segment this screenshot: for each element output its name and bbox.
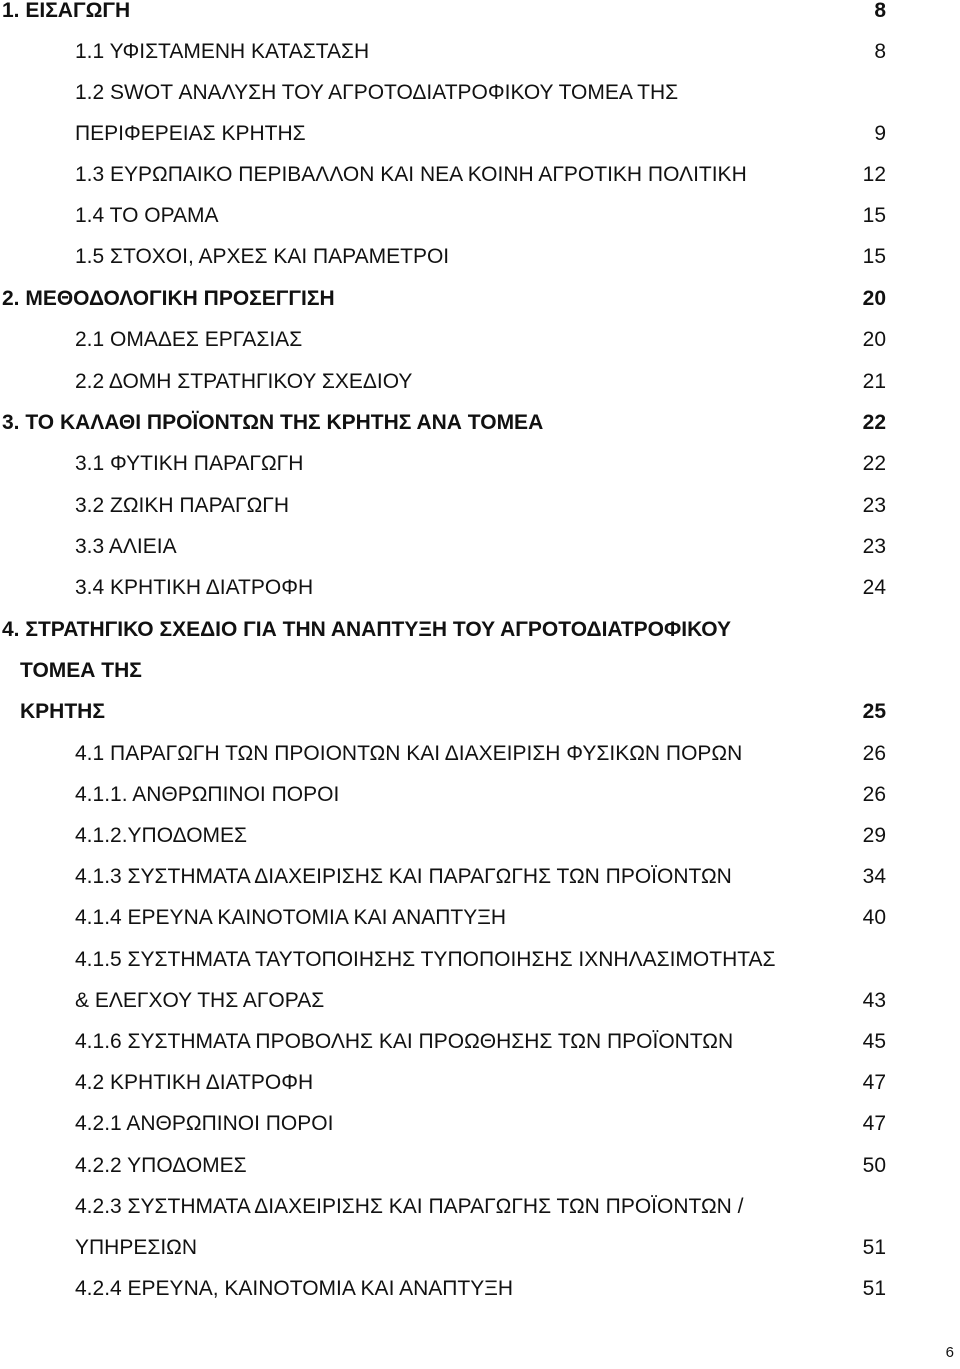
toc-entry-text: 3. ΤΟ ΚΑΛΑΘΙ ΠΡΟΪΟΝΤΩΝ ΤΗΣ ΚΡΗΤΗΣ ΑΝΑ ΤΟΜΕΑ: [2, 411, 544, 434]
toc-page-number: 51: [862, 1236, 886, 1259]
toc-entry-text: 4.1.6 ΣΥΣΤΗΜΑΤΑ ΠΡΟΒΟΛΗΣ ΚΑΙ ΠΡΟΩΘΗΣΗΣ ΤΩΝ ΠΡΟΪΟΝΤΩΝ: [75, 1030, 734, 1053]
toc-entry-1-2-continued[interactable]: [0, 119, 960, 149]
toc-entry-4-1-5[interactable]: [0, 945, 960, 975]
toc-page-number: 20: [862, 287, 886, 310]
toc-entry-1-2[interactable]: [0, 78, 960, 108]
toc-entry-4-1-4[interactable]: [0, 903, 960, 933]
toc-page-number: 43: [862, 989, 886, 1012]
toc-entry-text: ΠΕΡΙΦΕΡΕΙΑΣ ΚΡΗΤΗΣ: [75, 122, 306, 145]
toc-entry-chapter-4-continued-2[interactable]: [0, 697, 960, 727]
toc-entry-4-2-1[interactable]: [0, 1109, 960, 1139]
toc-entry-4-2[interactable]: [0, 1068, 960, 1098]
toc-page-number: 29: [862, 824, 886, 847]
toc-entry-text: 1.3 ΕΥΡΩΠΑΙΚΟ ΠΕΡΙΒΑΛΛΟΝ ΚΑΙ ΝΕΑ ΚΟΙΝΗ ΑΓΡΟΤΙΚΗ ΠΟΛΙΤΙΚΗ: [75, 163, 747, 186]
toc-entry-text: ΤΟΜΕΑ ΤΗΣ: [20, 659, 142, 682]
toc-page-number: 47: [862, 1112, 886, 1135]
toc-entry-text: 1.5 ΣΤΟΧΟΙ, ΑΡΧΕΣ ΚΑΙ ΠΑΡΑΜΕΤΡΟΙ: [75, 245, 450, 268]
toc-page-number: 12: [862, 163, 886, 186]
toc-entry-chapter-3[interactable]: [0, 408, 960, 438]
toc-entry-3-1[interactable]: [0, 449, 960, 479]
toc-entry-2-1[interactable]: [0, 325, 960, 355]
toc-entry-4-1-1[interactable]: [0, 780, 960, 810]
toc-entry-text: 4.1.2.ΥΠΟΔΟΜΕΣ: [75, 824, 248, 847]
toc-entry-text: 4.1.4 ΕΡΕΥΝΑ ΚΑΙΝΟΤΟΜΙΑ ΚΑΙ ΑΝΑΠΤΥΞΗ: [75, 906, 507, 929]
toc-entry-text: 4.2.2 ΥΠΟΔΟΜΕΣ: [75, 1154, 247, 1177]
toc-entry-text: 4.2 ΚΡΗΤΙΚΗ ΔΙΑΤΡΟΦΗ: [75, 1071, 314, 1094]
toc-page-number: 50: [862, 1154, 886, 1177]
toc-entry-4-1-5-continued[interactable]: [0, 986, 960, 1016]
toc-entry-text: 4. ΣΤΡΑΤΗΓΙΚΟ ΣΧΕΔΙΟ ΓΙΑ ΤΗΝ ΑΝΑΠΤΥΞΗ ΤΟΥ ΑΓΡΟΤΟΔΙΑΤΡΟΦΙΚΟΥ: [2, 618, 732, 641]
toc-page-number: 23: [862, 535, 886, 558]
toc-entry-text: 3.2 ΖΩΙΚΗ ΠΑΡΑΓΩΓΗ: [75, 494, 290, 517]
toc-entry-1-1[interactable]: [0, 37, 960, 67]
toc-entry-text: 2. ΜΕΘΟΔΟΛΟΓΙΚΗ ΠΡΟΣΕΓΓΙΣΗ: [2, 287, 335, 310]
toc-entry-chapter-2[interactable]: [0, 284, 960, 314]
toc-entry-4-2-2[interactable]: [0, 1151, 960, 1181]
toc-entry-chapter-1[interactable]: [0, 0, 960, 26]
toc-entry-3-4[interactable]: [0, 573, 960, 603]
toc-page-number: 25: [862, 700, 886, 723]
toc-entry-text: 3.1 ΦΥΤΙΚΗ ΠΑΡΑΓΩΓΗ: [75, 452, 304, 475]
toc-entry-4-2-3-continued[interactable]: [0, 1233, 960, 1263]
toc-page-number: 45: [862, 1030, 886, 1053]
toc-page-number: 21: [862, 370, 886, 393]
toc-page-number: 22: [862, 411, 886, 434]
toc-page-number: 15: [862, 245, 886, 268]
toc-page-number: 22: [862, 452, 886, 475]
toc-entry-text: 4.1 ΠΑΡΑΓΩΓΗ ΤΩΝ ΠΡΟΙΟΝΤΩΝ ΚΑΙ ΔΙΑΧΕΙΡΙΣΗ ΦΥΣΙΚΩΝ ΠΟΡΩΝ: [75, 742, 743, 765]
toc-entry-text: 4.1.1. ΑΝΘΡΩΠΙΝΟΙ ΠΟΡΟΙ: [75, 783, 340, 806]
toc-page-number: 26: [862, 742, 886, 765]
toc-entry-1-3[interactable]: [0, 160, 960, 190]
toc-page-number: 26: [862, 783, 886, 806]
toc-entry-text: 1.2 SWOT ΑΝΑΛΥΣΗ ΤΟΥ ΑΓΡΟΤΟΔΙΑΤΡΟΦΙΚΟΥ ΤΟΜΕΑ ΤΗΣ: [75, 81, 679, 104]
toc-entry-text: ΚΡΗΤΗΣ: [20, 700, 105, 723]
toc-page-number: 34: [862, 865, 886, 888]
toc-page-number: 20: [862, 328, 886, 351]
toc-entry-4-2-4[interactable]: [0, 1274, 960, 1304]
toc-entry-text: 3.4 ΚΡΗΤΙΚΗ ΔΙΑΤΡΟΦΗ: [75, 576, 314, 599]
toc-entry-3-2[interactable]: [0, 491, 960, 521]
toc-page-number: 23: [862, 494, 886, 517]
toc-entry-text: 2.1 ΟΜΑΔΕΣ ΕΡΓΑΣΙΑΣ: [75, 328, 303, 351]
page-number: 6: [945, 1344, 954, 1361]
toc-entry-4-1-2[interactable]: [0, 821, 960, 851]
toc-entry-text: 1.1 ΥΦΙΣΤΑΜΕΝΗ ΚΑΤΑΣΤΑΣΗ: [75, 40, 370, 63]
toc-entry-text: 4.2.3 ΣΥΣΤΗΜΑΤΑ ΔΙΑΧΕΙΡΙΣΗΣ ΚΑΙ ΠΑΡΑΓΩΓΗΣ ΤΩΝ ΠΡΟΪΟΝΤΩΝ /: [75, 1195, 744, 1218]
toc-entry-1-5[interactable]: [0, 242, 960, 272]
toc-entry-4-1-3[interactable]: [0, 862, 960, 892]
toc-entry-1-4[interactable]: [0, 201, 960, 231]
toc-entry-2-2[interactable]: [0, 367, 960, 397]
toc-entry-text: 4.2.1 ΑΝΘΡΩΠΙΝΟΙ ΠΟΡΟΙ: [75, 1112, 334, 1135]
toc-page-number: 51: [862, 1277, 886, 1300]
toc-page-number: 9: [874, 122, 886, 145]
toc-page-number: 24: [862, 576, 886, 599]
toc-entry-text: 4.2.4 ΕΡΕΥΝΑ, ΚΑΙΝΟΤΟΜΙΑ ΚΑΙ ΑΝΑΠΤΥΞΗ: [75, 1277, 514, 1300]
toc-entry-text: 4.1.3 ΣΥΣΤΗΜΑΤΑ ΔΙΑΧΕΙΡΙΣΗΣ ΚΑΙ ΠΑΡΑΓΩΓΗΣ ΤΩΝ ΠΡΟΪΟΝΤΩΝ: [75, 865, 732, 888]
toc-page-number: 8: [874, 0, 886, 22]
toc-page-number: 40: [862, 906, 886, 929]
toc-page-number: 47: [862, 1071, 886, 1094]
toc-entry-chapter-4-continued[interactable]: [0, 656, 960, 686]
toc-entry-4-1[interactable]: [0, 739, 960, 769]
toc-page-number: 8: [874, 40, 886, 63]
toc-entry-4-1-6[interactable]: [0, 1027, 960, 1057]
toc-entry-text: 1. ΕΙΣΑΓΩΓΗ: [2, 0, 131, 22]
toc-entry-text: ΥΠΗΡΕΣΙΩΝ: [75, 1236, 198, 1259]
toc-entry-text: & ΕΛΕΓΧΟΥ ΤΗΣ ΑΓΟΡΑΣ: [75, 989, 325, 1012]
toc-entry-text: 4.1.5 ΣΥΣΤΗΜΑΤΑ ΤΑΥΤΟΠΟΙΗΣΗΣ ΤΥΠΟΠΟΙΗΣΗΣ ΙΧΝΗΛΑΣΙΜΟΤΗΤΑΣ: [75, 948, 776, 971]
toc-entry-text: 2.2 ΔΟΜΗ ΣΤΡΑΤΗΓΙΚΟΥ ΣΧΕΔΙΟΥ: [75, 370, 413, 393]
toc-page-number: 15: [862, 204, 886, 227]
toc-entry-4-2-3[interactable]: [0, 1192, 960, 1222]
toc-entry-3-3[interactable]: [0, 532, 960, 562]
toc-entry-text: 1.4 ΤΟ ΟΡΑΜΑ: [75, 204, 219, 227]
toc-entry-chapter-4[interactable]: [0, 615, 960, 645]
toc-entry-text: 3.3 ΑΛΙΕΙΑ: [75, 535, 177, 558]
